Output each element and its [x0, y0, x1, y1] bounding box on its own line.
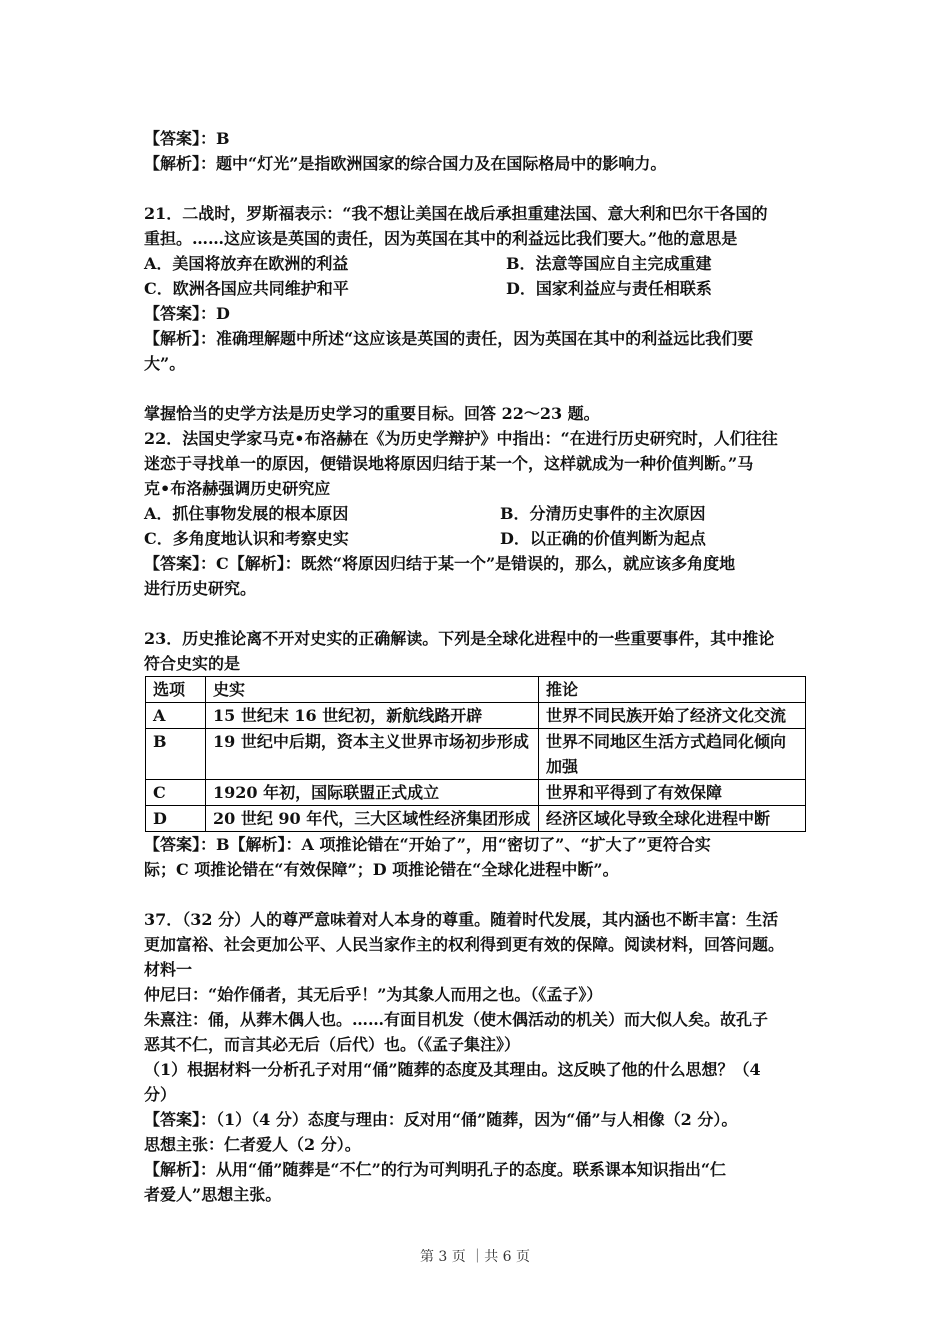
q21-analysis-line1: 【解析】：准确理解题中所述“这应该是英国的责任，因为英国在其中的利益远比我们要 — [144, 329, 754, 348]
q21-options-row1 — [144, 251, 808, 276]
q22-stem-line2: 迷恋于寻找单一的原因，便错误地将原因归结于某一个，这样就成为一种价值判断。”马 — [144, 454, 754, 473]
table-header-cell: 推论 — [539, 677, 806, 703]
q21-answer: 【答案】：D — [144, 304, 230, 323]
table-cell-option: A — [146, 703, 206, 729]
q37-analysis-line1: 【解析】：从用“俑”随葬是“不仁”的行为可判明孔子的态度。联系课本知识指出“仁 — [144, 1160, 727, 1179]
q37-material-line3: 恶其不仁，而言其必无后（后代）也。（《孟子集注》） — [144, 1035, 521, 1054]
q20-analysis: 【解析】：题中“灯光”是指欧洲国家的综合国力及在国际格局中的影响力。 — [144, 154, 667, 173]
q23-stem-line1: 23．历史推论离不开对史实的正确解读。下列是全球化进程中的一些重要事件，其中推论 — [144, 629, 775, 648]
q22-options-row1 — [144, 501, 808, 526]
table-row — [146, 729, 806, 780]
q37-material-line1: 仲尼曰：“始作俑者，其无后乎！”为其象人而用之也。（《孟子》） — [144, 985, 603, 1004]
q22-option-a: A．抓住事物发展的根本原因 — [144, 504, 349, 523]
q37-stem-line2: 更加富裕、社会更加公平、人民当家作主的权利得到更有效的保障。阅读材料，回答问题。 — [144, 935, 785, 954]
q21-stem-line2: 重担。……这应该是英国的责任，因为英国在其中的利益远比我们要大。”他的意思是 — [144, 229, 738, 248]
table-cell-option: D — [146, 806, 206, 832]
q37-answer-line1: 【答案】：（1）（4 分）态度与理由：反对用“俑”随葬，因为“俑”与人相像（2 分）。 — [144, 1110, 738, 1129]
page-footer: 第 3 页 ｜共 6 页 — [419, 1249, 531, 1265]
table-header-cell: 选项 — [146, 677, 206, 703]
q21-stem-line1: 21．二战时，罗斯福表示：“我不想让美国在战后承担重建法国、意大利和巴尔干各国的 — [144, 204, 768, 223]
section-intro: 掌握恰当的史学方法是历史学习的重要目标。回答 22～23 题。 — [144, 404, 600, 423]
q23-answer-line1: 【答案】：B【解析】：A 项推论错在“开始了”，用“密切了”、“扩大了”更符合实 — [144, 835, 711, 854]
spacer — [144, 376, 808, 401]
q22-answer-line2: 进行历史研究。 — [144, 579, 257, 598]
q37-material-title: 材料一 — [144, 960, 193, 979]
q23-stem-line2: 符合史实的是 — [144, 654, 241, 673]
q21-option-a: A．美国将放弃在欧洲的利益 — [144, 254, 349, 273]
q37-material-line2: 朱熹注：俑，从葬木偶人也。……有面目机发（使木偶活动的机关）而大似人矣。故孔子 — [144, 1010, 769, 1029]
q37-subquestion-line2: 分） — [144, 1085, 177, 1104]
q37-subquestion-line1: （1）根据材料一分析孔子对用“俑”随葬的态度及其理由。这反映了他的什么思想？（4 — [144, 1060, 761, 1079]
table-cell-fact: 1920 年初，国际联盟正式成立 — [206, 780, 539, 806]
q22-option-d: D．以正确的价值判断为起点 — [500, 529, 706, 548]
table-row — [146, 780, 806, 806]
q22-stem-line1: 22．法国史学家马克•布洛赫在《为历史学辩护》中指出：“在进行历史研究时，人们往往 — [144, 429, 778, 448]
q21-option-b: B．法意等国应自主完成重建 — [506, 254, 712, 273]
table-cell-fact: 20 世纪 90 年代，三大区域性经济集团形成 — [206, 806, 539, 832]
q22-option-c: C．多角度地认识和考察史实 — [144, 529, 349, 548]
q22-option-b: B．分清历史事件的主次原因 — [500, 504, 706, 523]
table-cell-option: B — [146, 729, 206, 780]
q22-stem-line3: 克•布洛赫强调历史研究应 — [144, 479, 331, 498]
q22-options-row2 — [144, 526, 808, 551]
table-cell-fact: 15 世纪末 16 世纪初，新航线路开辟 — [206, 703, 539, 729]
spacer — [144, 176, 808, 201]
q37-answer-line2: 思想主张：仁者爱人（2 分）。 — [144, 1135, 361, 1154]
document-page — [144, 126, 808, 1207]
q23-table — [145, 676, 806, 832]
table-cell-inference: 经济区域化导致全球化进程中断 — [539, 806, 806, 832]
q20-answer: 【答案】：B — [144, 129, 230, 148]
table-header-row — [146, 677, 806, 703]
table-cell-option: C — [146, 780, 206, 806]
spacer — [144, 601, 808, 626]
q23-answer-line2: 际；C 项推论错在“有效保障”；D 项推论错在“全球化进程中断”。 — [144, 860, 619, 879]
q37-stem-line1: 37．（32 分）人的尊严意味着对人本身的尊重。随着时代发展，其内涵也不断丰富：生活 — [144, 910, 779, 929]
q37-analysis-line2: 者爱人”思想主张。 — [144, 1185, 282, 1204]
table-cell-fact: 19 世纪中后期，资本主义世界市场初步形成 — [206, 729, 539, 780]
table-cell-inference: 世界不同地区生活方式趋同化倾向加强 — [539, 729, 806, 780]
q21-option-d: D．国家利益应与责任相联系 — [506, 279, 712, 298]
table-row — [146, 806, 806, 832]
table-cell-inference: 世界不同民族开始了经济文化交流 — [539, 703, 806, 729]
q22-answer-line1: 【答案】：C【解析】：既然“将原因归结于某一个”是错误的，那么，就应该多角度地 — [144, 554, 736, 573]
spacer — [144, 882, 808, 907]
table-cell-inference: 世界和平得到了有效保障 — [539, 780, 806, 806]
q21-analysis-line2: 大”。 — [144, 354, 186, 373]
q21-option-c: C．欧洲各国应共同维护和平 — [144, 279, 349, 298]
table-header-cell: 史实 — [206, 677, 539, 703]
table-row — [146, 703, 806, 729]
q21-options-row2 — [144, 276, 808, 301]
